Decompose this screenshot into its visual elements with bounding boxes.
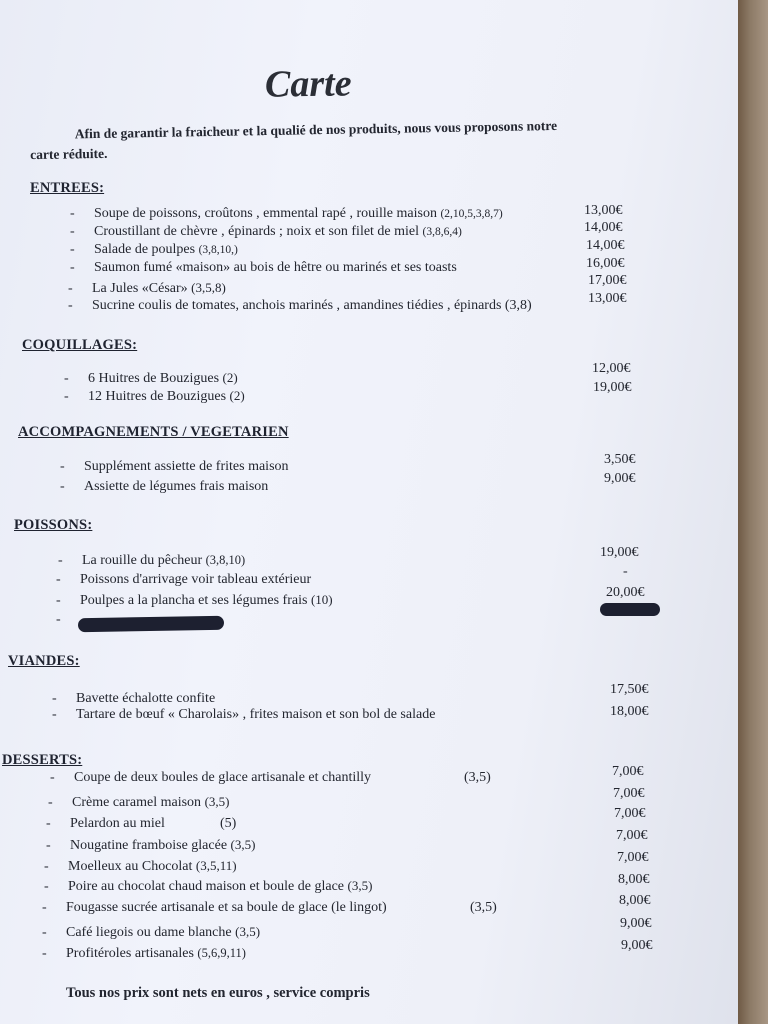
item-price: 16,00€ — [586, 256, 625, 271]
menu-item: - La Jules «César» (3,5,8) — [68, 280, 226, 296]
menu-item: - Sucrine coulis de tomates, anchois marinés , amandines tiédies , épinards (3,8) — [68, 298, 532, 313]
menu-item: - Poissons d'arrivage voir tableau extérieur — [56, 572, 312, 587]
section-title-coquillages: COQUILLAGES: — [22, 337, 138, 353]
menu-item: - Assiette de légumes frais maison — [60, 479, 269, 494]
menu-item: - Pelardon au miel — [46, 816, 165, 831]
redaction-scribble — [78, 616, 224, 633]
item-price: 8,00€ — [619, 893, 651, 908]
menu-item: - Supplément assiette de frites maison — [60, 459, 289, 474]
item-price: 7,00€ — [616, 828, 648, 843]
menu-item: - 6 Huitres de Bouzigues (2) — [64, 370, 238, 386]
item-price: 14,00€ — [586, 238, 625, 253]
page-title: Carte — [264, 62, 352, 106]
item-price: 19,00€ — [593, 380, 632, 395]
menu-item: - Saumon fumé «maison» au bois de hêtre ou marinés et ses toasts — [70, 260, 457, 275]
item-codes: (3,5) — [470, 900, 497, 915]
section-title-accompagnements: ACCOMPAGNEMENTS / VEGETARIEN — [18, 424, 289, 440]
menu-item-redacted: - — [56, 612, 61, 627]
menu-item: - Nougatine framboise glacée (3,5) — [46, 837, 256, 853]
item-price: 12,00€ — [592, 361, 631, 376]
item-price: 17,50€ — [610, 682, 649, 697]
menu-item: - 12 Huitres de Bouzigues (2) — [64, 388, 245, 404]
menu-item: - Tartare de bœuf « Charolais» , frites maison et son bol de salade — [52, 707, 436, 722]
item-price: 13,00€ — [588, 291, 627, 306]
menu-item: - La rouille du pêcheur (3,8,10) — [58, 553, 246, 568]
section-title-entrees: ENTREES: — [30, 180, 105, 196]
menu-item: - Salade de poulpes (3,8,10,) — [70, 242, 238, 257]
menu-item: - Poire au chocolat chaud maison et boule de glace (3,5) — [44, 878, 373, 894]
item-price: 7,00€ — [614, 806, 646, 821]
item-price: 9,00€ — [621, 938, 653, 953]
item-price: 8,00€ — [618, 872, 650, 887]
menu-item: - Poulpes a la plancha et ses légumes frais (10) — [56, 592, 333, 608]
menu-item: - Café liegois ou dame blanche (3,5) — [42, 924, 261, 940]
item-price: 3,50€ — [604, 452, 636, 467]
item-price: 9,00€ — [604, 471, 636, 486]
menu-item: - Coupe de deux boules de glace artisanale et chantilly — [50, 770, 372, 785]
item-price: 18,00€ — [610, 704, 649, 719]
intro-text — [30, 115, 621, 165]
intro-line-2: carte réduite. — [30, 145, 108, 163]
menu-item: - Soupe de poissons, croûtons , emmental rapé , rouille maison (2,10,5,3,8,7) — [70, 206, 503, 221]
item-price: 7,00€ — [613, 786, 645, 801]
menu-item: - Moelleux au Chocolat (3,5,11) — [44, 858, 237, 874]
item-price: 19,00€ — [600, 545, 639, 560]
item-price: 17,00€ — [588, 273, 627, 288]
intro-line-1: Afin de garantir la fraicheur et la qualié de nos produits, nous vous proposons notre — [74, 117, 558, 142]
item-price: 14,00€ — [584, 220, 623, 235]
item-price: 13,00€ — [584, 203, 623, 218]
item-price: 20,00€ — [606, 585, 645, 600]
item-codes: (3,5) — [464, 770, 491, 785]
item-price: 7,00€ — [612, 764, 644, 779]
menu-item: - Fougasse sucrée artisanale et sa boule de glace (le lingot) — [42, 900, 387, 915]
section-title-poissons: POISSONS: — [14, 517, 93, 533]
item-price: 7,00€ — [617, 850, 649, 865]
redaction-scribble — [600, 603, 660, 616]
item-price: - — [623, 564, 628, 579]
footer-note: Tous nos prix sont nets en euros , service compris — [66, 985, 370, 1001]
item-price: 9,00€ — [620, 916, 652, 931]
menu-item: - Croustillant de chèvre , épinards ; noix et son filet de miel (3,8,6,4) — [70, 224, 462, 239]
menu-item: - Crème caramel maison (3,5) — [48, 794, 230, 810]
table-edge — [738, 0, 768, 1024]
section-title-desserts: DESSERTS: — [2, 752, 83, 768]
item-codes: (5) — [220, 816, 237, 831]
section-title-viandes: VIANDES: — [8, 653, 80, 669]
menu-item: - Profitéroles artisanales (5,6,9,11) — [42, 946, 246, 961]
menu-item: - Bavette échalotte confite — [52, 691, 216, 706]
